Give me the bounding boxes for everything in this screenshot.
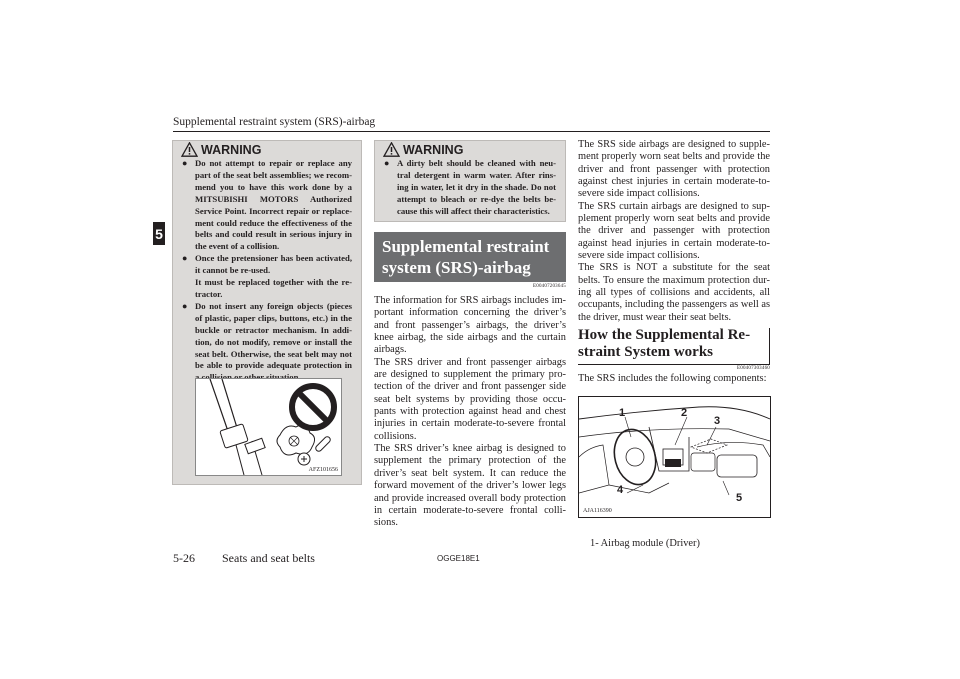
figure-caption: 1- Airbag module (Driver)	[590, 538, 700, 549]
callout-1: 1	[619, 407, 626, 419]
section-body	[374, 295, 566, 530]
paragraph: The SRS curtain airbags are designed to sup-plement properly worn seat belts and provide the driver and passenger with protection against head injuries in certain moderate-to-severe side impact collisions.	[578, 200, 770, 262]
chapter-tab: 5	[153, 222, 165, 245]
subsection-intro: The SRS includes the following components:	[578, 373, 767, 384]
right-column-body	[578, 139, 770, 324]
warning-header	[173, 141, 361, 158]
paragraph: The SRS driver’s knee airbag is designed to supplement the primary protection of the driver’s seat belt system. It can reduce the forward movement of the driver’s lower legs and provide increased overall body protection in certain moderate-to-severe frontal colli-sions.	[374, 443, 566, 529]
section-title-line1: Supplemental restraint	[382, 237, 550, 256]
bullet-icon: ●	[182, 158, 188, 168]
bullet-icon: ●	[182, 253, 188, 264]
document-code: OGGE18E1	[437, 554, 480, 563]
page-number: 5-26	[173, 551, 195, 565]
bullet-icon: ●	[182, 300, 188, 311]
callout-3: 3	[714, 415, 721, 427]
warning-item: ● Do not insert any foreign objects (pieces of plastic, paper clips, buttons, etc.) in the buckle or retractor mechanism. In addi-tion, do not modify, remove or install the seat belt. Otherwise, the seat belt may not be able to provide adequate protection in	[182, 300, 352, 371]
running-header: Supplemental restraint system (SRS)-airbag	[173, 116, 376, 128]
callout-2: 2	[681, 407, 688, 419]
warning-list	[375, 158, 565, 218]
subsection-title-line2: straint System works	[578, 344, 713, 360]
paragraph: The SRS is NOT a substitute for the seat belts. To ensure the maximum protection dur-ing all types of collisions and accidents, all occupants, including the passengers as well as the driver, must wear their seat belts.	[578, 262, 770, 323]
warning-box-middle	[374, 140, 566, 222]
warning-list	[173, 158, 361, 384]
subsection-title-line1: How the Supplemental Re-	[578, 327, 751, 343]
warning-item: ● Do not attempt to repair or replace any part of the seat belt assemblies; we recom-mend you to have this work done by a MITSUBISHI MOTORS Authorized Service Point. Incorrect repair or replace-ment could reduce the effectiveness of the belts and could result in serious injury in the event of a collision.	[182, 158, 352, 252]
paragraph: The SRS driver and front passenger airbags are designed to supplement the primary pro-tection of the driver and front passenger side seat belt systems by providing those occu-pants with protection against head and chest injuries in certain moderate-to-severe frontal collisions.	[374, 356, 566, 442]
warning-label: WARNING	[201, 142, 262, 157]
section-title-line2: system (SRS)-airbag	[382, 258, 531, 277]
figure-code: AJA116390	[583, 508, 612, 514]
airbag-components-figure	[578, 396, 771, 518]
chapter-name: Seats and seat belts	[222, 551, 315, 565]
paragraph: The information for SRS airbags includes im-portant information concerning the driver’s and front passenger’s airbags, the driver’s knee airbag, the side airbags and the curtain airbags.	[374, 295, 566, 356]
section-heading	[374, 232, 566, 282]
subsection-rule-bottom	[578, 364, 770, 365]
section-code: E00407203645	[533, 284, 566, 289]
warning-triangle-icon	[181, 142, 198, 157]
bullet-icon: ●	[384, 158, 390, 168]
warning-item-continued: It must be replaced together with the re-tractor.	[195, 277, 352, 299]
warning-item: ● A dirty belt should be cleaned with neu-tral detergent in warm water. After rins-ing in water, let it dry in the shade. Do not attempt to bleach or re-dye the belts be-cause this will affect their characteristics.	[384, 158, 556, 216]
prohibition-icon	[288, 382, 338, 432]
warning-triangle-icon	[383, 142, 400, 157]
header-rule	[173, 131, 770, 132]
warning-box-left	[172, 140, 362, 485]
subsection-code: E00407303460	[737, 366, 770, 371]
callout-5: 5	[736, 492, 743, 504]
subsection-heading	[578, 327, 770, 361]
warning-label: WARNING	[403, 142, 464, 157]
seatbelt-illustration	[195, 378, 342, 476]
warning-header	[375, 141, 565, 158]
warning-item: ● Once the pretensioner has been activated, it cannot be re-used.	[182, 253, 352, 276]
figure-code: AFZ101656	[308, 467, 338, 473]
subsection-rule-right	[769, 328, 770, 364]
paragraph: The SRS side airbags are designed to supple-ment properly worn seat belts and provide the driver and front passenger with protection against chest injuries in certain moderate-to-severe side impact collisions.	[578, 139, 770, 200]
callout-4: 4	[617, 484, 624, 496]
